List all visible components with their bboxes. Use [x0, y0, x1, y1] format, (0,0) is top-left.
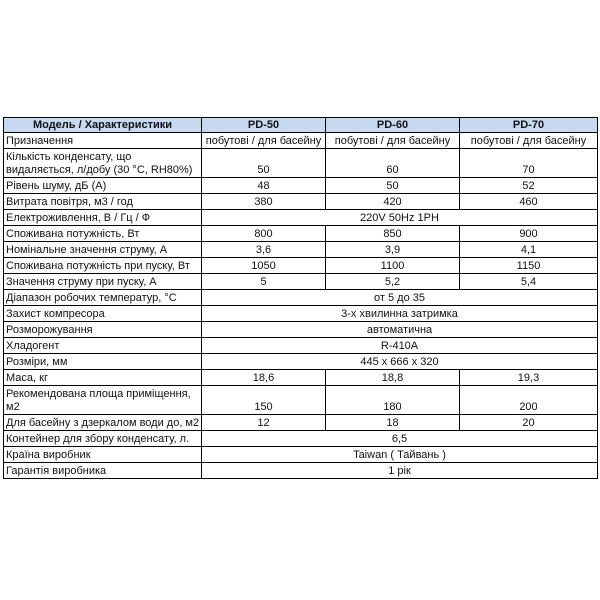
table-row — [4, 415, 598, 431]
cell-value: 70 — [460, 149, 598, 178]
table-row — [4, 431, 598, 447]
header-model: Модель / Характеристики — [4, 118, 202, 133]
row-label: Номінальне значення струму, А — [4, 242, 202, 258]
row-label: Контейнер для збору конденсату, л. — [4, 431, 202, 447]
cell-value: 60 — [326, 149, 460, 178]
table-row — [4, 306, 598, 322]
cell-value: 52 — [460, 178, 598, 194]
table-row — [4, 226, 598, 242]
cell-value: 420 — [326, 194, 460, 210]
row-label: Захист компресора — [4, 306, 202, 322]
table-row — [4, 370, 598, 386]
cell-value: 50 — [202, 149, 326, 178]
cell-value: 1100 — [326, 258, 460, 274]
merged-value: Taiwan ( Тайвань ) — [202, 447, 598, 463]
header-pd70: PD-70 — [460, 118, 598, 133]
cell-value: 18,6 — [202, 370, 326, 386]
row-label: Електроживлення, В / Гц / Ф — [4, 210, 202, 226]
spec-table-container — [3, 117, 597, 479]
table-row — [4, 210, 598, 226]
row-label: Кількість конденсату, що видаляється, л/добу (30 °С, RH80%) — [4, 149, 202, 178]
cell-value: 48 — [202, 178, 326, 194]
table-row — [4, 447, 598, 463]
table-row — [4, 149, 598, 178]
merged-value: от 5 до 35 — [202, 290, 598, 306]
cell-value: 12 — [202, 415, 326, 431]
cell-value: 50 — [326, 178, 460, 194]
row-label: Країна виробник — [4, 447, 202, 463]
row-label: Рекомендована площа приміщення, м2 — [4, 386, 202, 415]
table-row — [4, 194, 598, 210]
cell-value: 3,9 — [326, 242, 460, 258]
header-pd60: PD-60 — [326, 118, 460, 133]
table-row — [4, 258, 598, 274]
row-label: Розміри, мм — [4, 354, 202, 370]
row-label: Призначення — [4, 133, 202, 149]
row-label: Діапазон робочих температур, °С — [4, 290, 202, 306]
merged-value: R-410A — [202, 338, 598, 354]
merged-value: 1 рік — [202, 463, 598, 479]
table-row — [4, 290, 598, 306]
table-row — [4, 322, 598, 338]
row-label: Гарантія виробника — [4, 463, 202, 479]
header-pd50: PD-50 — [202, 118, 326, 133]
table-row — [4, 242, 598, 258]
cell-value: 900 — [460, 226, 598, 242]
table-row — [4, 133, 598, 149]
cell-value: 20 — [460, 415, 598, 431]
row-label: Маса, кг — [4, 370, 202, 386]
table-row — [4, 338, 598, 354]
cell-value: 460 — [460, 194, 598, 210]
cell-value: 150 — [202, 386, 326, 415]
cell-value: 3,6 — [202, 242, 326, 258]
merged-value: 3-х хвилинна затримка — [202, 306, 598, 322]
spec-table — [3, 117, 598, 479]
cell-value: 4,1 — [460, 242, 598, 258]
cell-value: побутові / для басейну — [202, 133, 326, 149]
table-row — [4, 354, 598, 370]
table-row — [4, 274, 598, 290]
cell-value: побутові / для басейну — [326, 133, 460, 149]
merged-value: автоматична — [202, 322, 598, 338]
cell-value: 1050 — [202, 258, 326, 274]
cell-value: 18 — [326, 415, 460, 431]
row-label: Значення струму при пуску, А — [4, 274, 202, 290]
cell-value: 5,2 — [326, 274, 460, 290]
cell-value: 1150 — [460, 258, 598, 274]
cell-value: 19,3 — [460, 370, 598, 386]
cell-value: 380 — [202, 194, 326, 210]
cell-value: 18,8 — [326, 370, 460, 386]
cell-value: 5,4 — [460, 274, 598, 290]
row-label: Витрата повітря, м3 / год — [4, 194, 202, 210]
merged-value: 220V 50Hz 1PH — [202, 210, 598, 226]
merged-value: 445 х 666 х 320 — [202, 354, 598, 370]
cell-value: 180 — [326, 386, 460, 415]
cell-value: 200 — [460, 386, 598, 415]
merged-value: 6,5 — [202, 431, 598, 447]
cell-value: 800 — [202, 226, 326, 242]
cell-value: 5 — [202, 274, 326, 290]
cell-value: побутові / для басейну — [460, 133, 598, 149]
header-row — [4, 118, 598, 133]
cell-value: 850 — [326, 226, 460, 242]
table-row — [4, 386, 598, 415]
table-row — [4, 178, 598, 194]
row-label: Споживана потужність при пуску, Вт — [4, 258, 202, 274]
table-row — [4, 463, 598, 479]
row-label: Рівень шуму, дБ (А) — [4, 178, 202, 194]
row-label: Для басейну з дзеркалом води до, м2 — [4, 415, 202, 431]
row-label: Розморожування — [4, 322, 202, 338]
row-label: Споживана потужність, Вт — [4, 226, 202, 242]
row-label: Хладогент — [4, 338, 202, 354]
